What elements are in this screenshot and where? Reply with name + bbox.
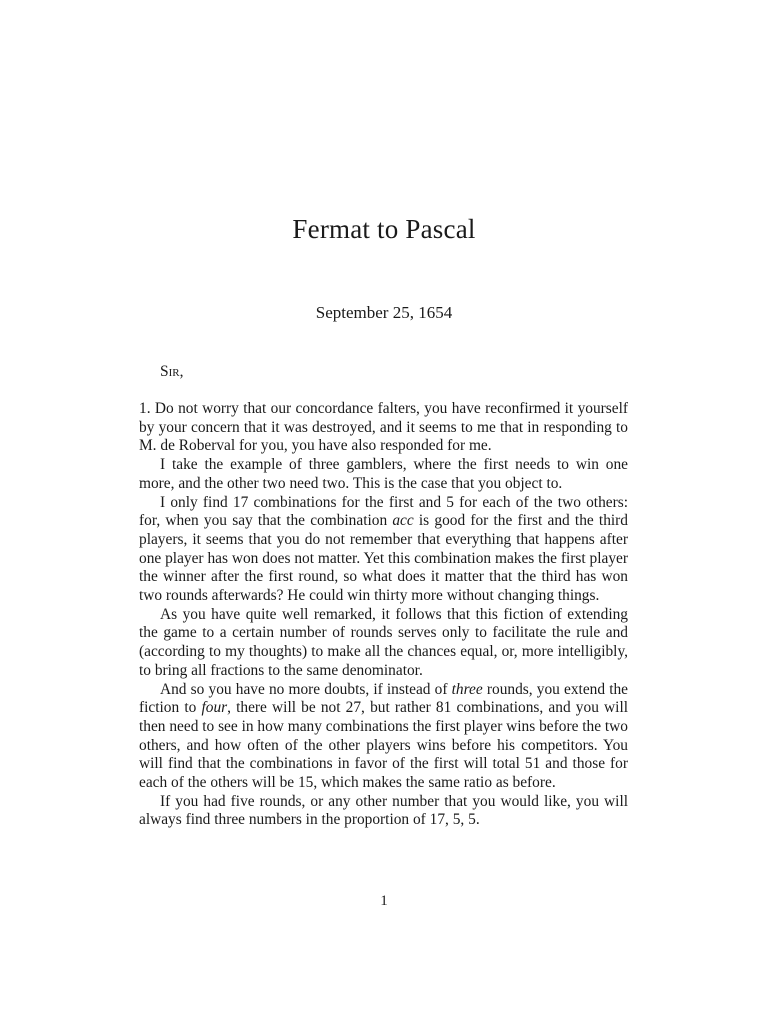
paragraph-text: And so you have no more doubts, if instead of	[160, 680, 452, 698]
page-number: 1	[380, 893, 388, 909]
italic-text: acc	[392, 512, 414, 530]
paragraph-text: is good for the first and the third players, it seems that you do not remember that everything that happens after one player has won does not matter. Yet this combination makes the first player the winner after the first round, so what does it matter that the third has won two rounds afterwards? He could win thirty more without changing things.	[139, 512, 628, 605]
paragraph-text: Do not worry that our concordance falters, you have reconfirmed it yourself by your concern that it was destroyed, and it seems to me that in responding to M. de Roberval for you, you have also responded for me.	[139, 400, 628, 455]
paragraph-text: If you had five rounds, or any other number that you would like, you will always find three numbers in the proportion of 17, 5, 5.	[139, 792, 628, 829]
paragraph-number: 1.	[139, 400, 155, 417]
body-paragraph	[139, 456, 628, 493]
paragraph-text: As you have quite well remarked, it follows that this fiction of extending the game to a certain number of rounds serves only to facilitate the rule and (according to my thoughts) to make all the chances equal, or, more intelligibly, to bring all fractions to the same denominator.	[139, 605, 628, 679]
italic-text: three	[451, 680, 483, 698]
paragraph-text: rounds, you extend the fiction to	[139, 680, 629, 717]
paragraph-text: I take the example of three gamblers, where the first needs to win one more, and the other two need two. This is the case that you object to.	[139, 456, 628, 492]
document-title: Fermat to Pascal	[292, 214, 476, 244]
body-paragraph	[139, 400, 628, 456]
body-paragraph	[139, 793, 628, 830]
body-paragraph	[139, 494, 628, 606]
paragraph-text: I only find 17 combinations for the first and 5 for each of the two others: for, when you say that the combination	[139, 493, 628, 530]
italic-text: four	[201, 699, 228, 717]
letter-date: September 25, 1654	[315, 303, 453, 322]
body-paragraph	[139, 606, 628, 681]
salutation: Sir,	[160, 363, 184, 380]
body-paragraph	[139, 681, 628, 793]
paragraph-text: , there will be not 27, but rather 81 combinations, and you will then need to see in how many combinations the first player wins before the two others, and how often of the other players wins before his competitors. You will find that the combinations in favor of the first will total 51 and those for each of the others will be 15, which makes the same ratio as before.	[139, 699, 628, 792]
letter-body	[139, 400, 628, 830]
